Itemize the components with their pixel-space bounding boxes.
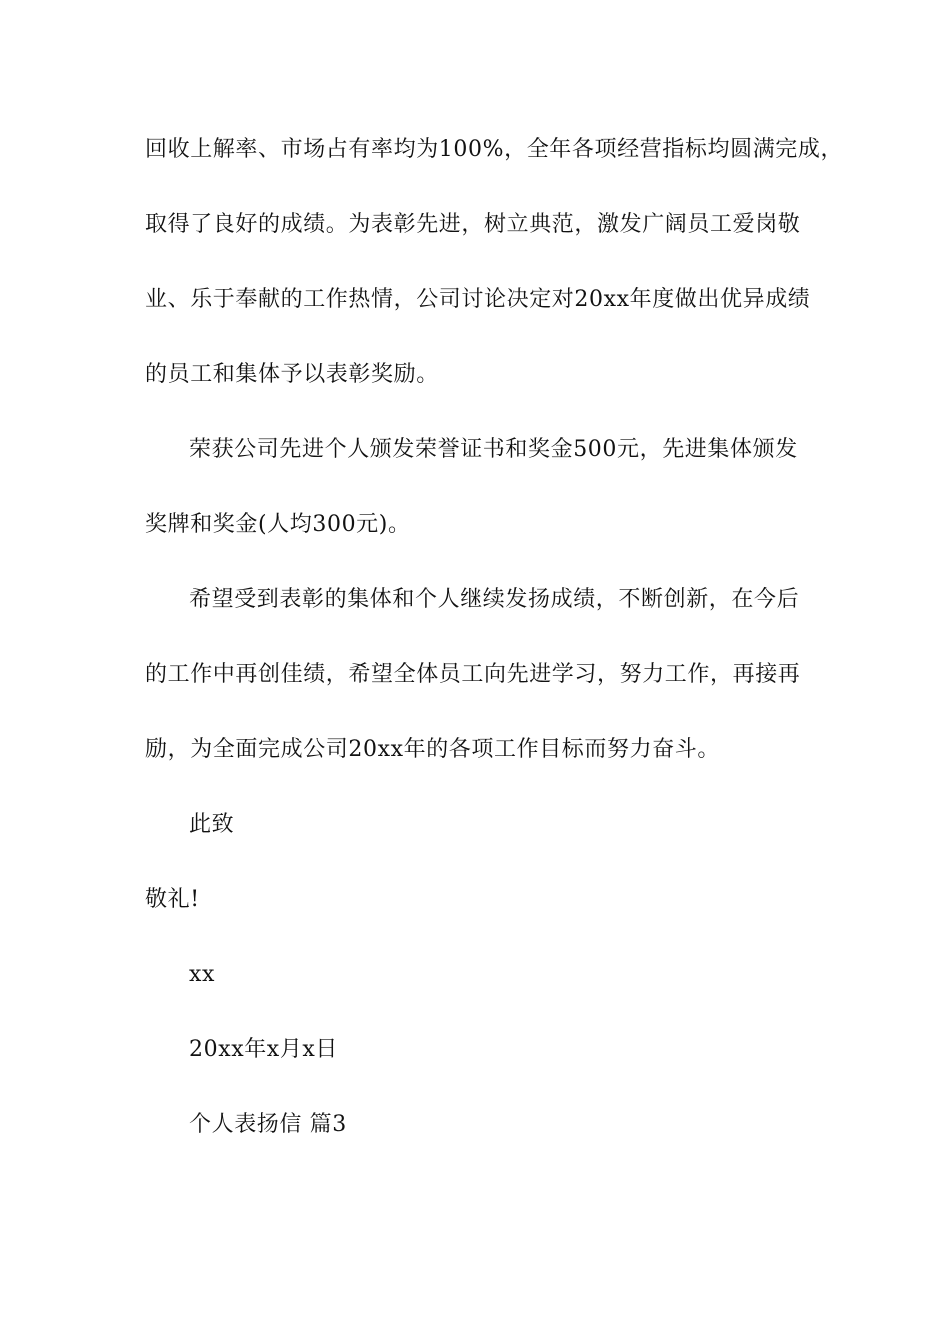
paragraph-3-line-1: 希望受到表彰的集体和个人继续发扬成绩，不断创新，在今后: [189, 587, 800, 612]
signature-name: xx: [189, 962, 216, 987]
section-heading: 个人表扬信 篇3: [189, 1112, 347, 1137]
paragraph-1-line-1: 回收上解率、市场占有率均为100%，全年各项经营指标均圆满完成，: [145, 137, 844, 162]
paragraph-1-line-2: 取得了良好的成绩。为表彰先进，树立典范，激发广阔员工爱岗敬: [145, 212, 801, 237]
paragraph-1-line-3: 业、乐于奉献的工作热情，公司讨论决定对20xx年度做出优异成绩: [145, 287, 811, 312]
paragraph-1-line-4: 的员工和集体予以表彰奖励。: [145, 362, 439, 387]
closing-salutation: 此致: [189, 812, 235, 837]
paragraph-3-line-2: 的工作中再创佳绩，希望全体员工向先进学习，努力工作，再接再: [145, 662, 801, 687]
signature-date: 20xx年x月x日: [189, 1037, 339, 1062]
closing-regards: 敬礼!: [145, 887, 200, 912]
paragraph-2-line-2: 奖牌和奖金(人均300元)。: [145, 512, 411, 537]
paragraph-2-line-1: 荣获公司先进个人颁发荣誉证书和奖金500元，先进集体颁发: [189, 437, 798, 462]
paragraph-3-line-3: 励，为全面完成公司20xx年的各项工作目标而努力奋斗。: [145, 737, 721, 762]
